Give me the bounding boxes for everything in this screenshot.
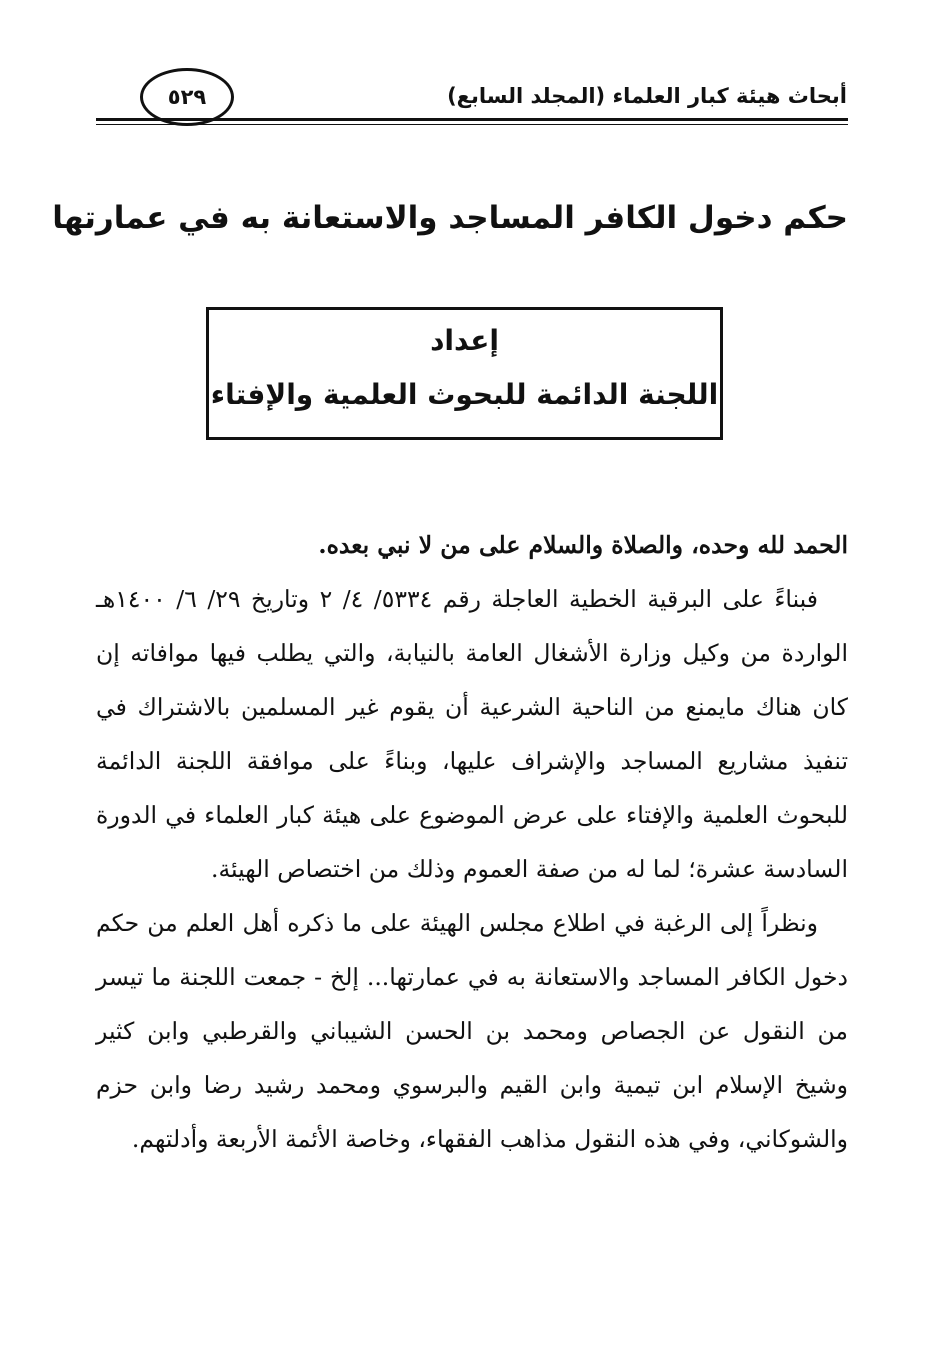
paragraph-telegram: فبناءً على البرقية الخطية العاجلة رقم ٥٣٣٤/ ٤/ ٢ وتاريخ ٢٩/ ٦/ ١٤٠٠هـ الواردة من وكيل وزارة الأشغال العامة بالنيابة، والتي يطلب فيها موافاته إن كان هناك مايمنع من الناحية الشرعية أن يقوم غير المسلمين بالاشتراك في تنفيذ مشاريع المساجد والإشراف عليها، وبناءً على موافقة اللجنة الدائمة للبحوث العلمية والإفتاء على عرض الموضوع على هيئة كبار العلماء في الدورة السادسة عشرة؛ لما له من صفة العموم وذلك من اختصاص الهيئة. [96, 585, 849, 883]
header-rule [96, 118, 848, 121]
committee-name: اللجنة الدائمة للبحوث العلمية والإفتاء [210, 378, 719, 411]
opening-praise: الحمد لله وحده، والصلاة والسلام على من لا نبي بعده. [318, 531, 848, 559]
body-text [96, 518, 848, 1166]
page-number: ٥٢٩ [167, 85, 207, 109]
chapter-title: حكم دخول الكافر المساجد والاستعانة به في عمارتها [52, 200, 848, 236]
paragraph-committee-compilation: ونظراً إلى الرغبة في اطلاع مجلس الهيئة على ما ذكره أهل العلم من حكم دخول الكافر المساجد والاستعانة به في عمارتها... إلخ - جمعت اللجنة ما تيسر من النقول عن الجصاص ومحمد بن الحسن الشيباني والقرطبي وابن كثير وشيخ الإسلام ابن تيمية وابن القيم والبرسوي ومحمد رشيد رضا وابن حزم والشوكاني، وفي هذه النقول مذاهب الفقهاء، وخاصة الأئمة الأربعة وأدلتهم. [96, 909, 848, 1153]
header-rule-thin [96, 124, 848, 125]
prepared-by-label: إعداد [430, 324, 499, 357]
running-header-title: أبحاث هيئة كبار العلماء (المجلد السابع) [447, 84, 847, 108]
prepared-by-box [206, 307, 723, 440]
